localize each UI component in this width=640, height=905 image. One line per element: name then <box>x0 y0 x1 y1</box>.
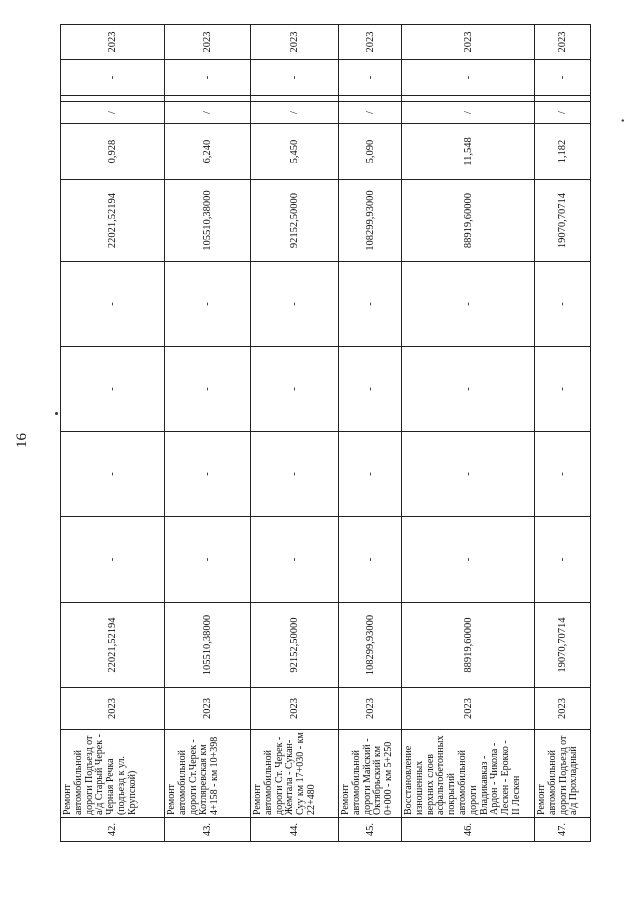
cell-end: 2023 <box>402 25 535 60</box>
cell-c1: - <box>339 517 402 603</box>
roads-table <box>60 24 591 842</box>
cell-year: 2023 <box>402 688 535 730</box>
cell-len: 5,450 <box>251 124 339 180</box>
cell-c1: - <box>535 517 591 603</box>
cell-num: 45. <box>339 818 402 842</box>
cell-r1: / <box>339 102 402 124</box>
cell-num: 47. <box>535 818 591 842</box>
cell-r2: - <box>339 60 402 96</box>
cell-c1: - <box>251 517 339 603</box>
table-row <box>535 25 591 842</box>
cell-c4: - <box>251 262 339 347</box>
scan-dot <box>55 412 58 415</box>
cell-num: 43. <box>165 818 251 842</box>
cell-c2: - <box>61 432 165 517</box>
cell-len: 6,240 <box>165 124 251 180</box>
cell-num: 42. <box>61 818 165 842</box>
cell-name: Ремонт автомобильной дороги Ст. Черек - Жемтала - Сукан-Суу км 17+030 - км 22+480 <box>251 730 339 818</box>
cell-c3: - <box>61 347 165 432</box>
cell-name: Восстановление изношенных верхних слоев асфальтобетонных покрытий автомобильной дороги Владикавказ - Ардон - Чикола - Лескен - Ерокко - II Лескен <box>402 730 535 818</box>
cell-r1: / <box>535 102 591 124</box>
cell-year: 2023 <box>535 688 591 730</box>
cell-amount: 108299,93000 <box>339 603 402 688</box>
cell-year: 2023 <box>61 688 165 730</box>
cell-c2: - <box>251 432 339 517</box>
table-row <box>165 25 251 842</box>
cell-c3: - <box>535 347 591 432</box>
cell-c3: - <box>165 347 251 432</box>
rotated-table-container <box>60 31 590 842</box>
cell-c4: - <box>535 262 591 347</box>
cell-c2: - <box>339 432 402 517</box>
spacer-cell <box>165 96 251 102</box>
cell-amount: 105510,38000 <box>165 603 251 688</box>
cell-name: Ремонт автомобильной дороги Ст.Черек - Котляревская км 4+158 - км 10+398 <box>165 730 251 818</box>
page-number: 16 <box>14 433 30 448</box>
cell-total: 19070,70714 <box>535 180 591 262</box>
cell-r2: - <box>251 60 339 96</box>
cell-c4: - <box>402 262 535 347</box>
cell-amount: 19070,70714 <box>535 603 591 688</box>
cell-r2: - <box>165 60 251 96</box>
spacer-cell <box>251 96 339 102</box>
cell-end: 2023 <box>165 25 251 60</box>
cell-num: 46. <box>402 818 535 842</box>
cell-c1: - <box>61 517 165 603</box>
cell-c3: - <box>251 347 339 432</box>
cell-c1: - <box>402 517 535 603</box>
cell-end: 2023 <box>535 25 591 60</box>
cell-len: 0,928 <box>61 124 165 180</box>
cell-c4: - <box>165 262 251 347</box>
cell-amount: 88919,60000 <box>402 603 535 688</box>
cell-len: 11,548 <box>402 124 535 180</box>
cell-year: 2023 <box>165 688 251 730</box>
cell-c1: - <box>165 517 251 603</box>
spacer-cell <box>402 96 535 102</box>
cell-total: 105510,38000 <box>165 180 251 262</box>
cell-end: 2023 <box>339 25 402 60</box>
cell-total: 88919,60000 <box>402 180 535 262</box>
cell-c2: - <box>402 432 535 517</box>
cell-name: Ремонт автомобильной дороги Майский - Октябрьский км 0+000 - км 5+250 <box>339 730 402 818</box>
cell-year: 2023 <box>251 688 339 730</box>
cell-total: 22021,52194 <box>61 180 165 262</box>
cell-r2: - <box>61 60 165 96</box>
margin-mark: • <box>618 118 630 123</box>
cell-r1: / <box>251 102 339 124</box>
cell-r1: / <box>402 102 535 124</box>
cell-c2: - <box>535 432 591 517</box>
table-row <box>61 25 165 842</box>
cell-end: 2023 <box>61 25 165 60</box>
cell-c4: - <box>339 262 402 347</box>
cell-name: Ремонт автомобильной дороги Подъезд от а/д Старый Черек - Черная Речка (подъезд к ул. Крупской) <box>61 730 165 818</box>
cell-r1: / <box>165 102 251 124</box>
cell-total: 92152,50000 <box>251 180 339 262</box>
cell-r2: - <box>402 60 535 96</box>
cell-r1: / <box>61 102 165 124</box>
cell-end: 2023 <box>251 25 339 60</box>
cell-len: 1,182 <box>535 124 591 180</box>
spacer-cell <box>339 96 402 102</box>
cell-year: 2023 <box>339 688 402 730</box>
spacer-cell <box>61 96 165 102</box>
cell-len: 5,090 <box>339 124 402 180</box>
table-row <box>251 25 339 842</box>
cell-c3: - <box>402 347 535 432</box>
cell-name: Ремонт автомобильной дороги Подъезд от а/д Прохладный <box>535 730 591 818</box>
cell-amount: 92152,50000 <box>251 603 339 688</box>
spacer-cell <box>535 96 591 102</box>
cell-c4: - <box>61 262 165 347</box>
cell-amount: 22021,52194 <box>61 603 165 688</box>
cell-num: 44. <box>251 818 339 842</box>
table-row <box>339 25 402 842</box>
cell-c3: - <box>339 347 402 432</box>
cell-c2: - <box>165 432 251 517</box>
cell-r2: - <box>535 60 591 96</box>
table-row <box>402 25 535 842</box>
cell-total: 108299,93000 <box>339 180 402 262</box>
